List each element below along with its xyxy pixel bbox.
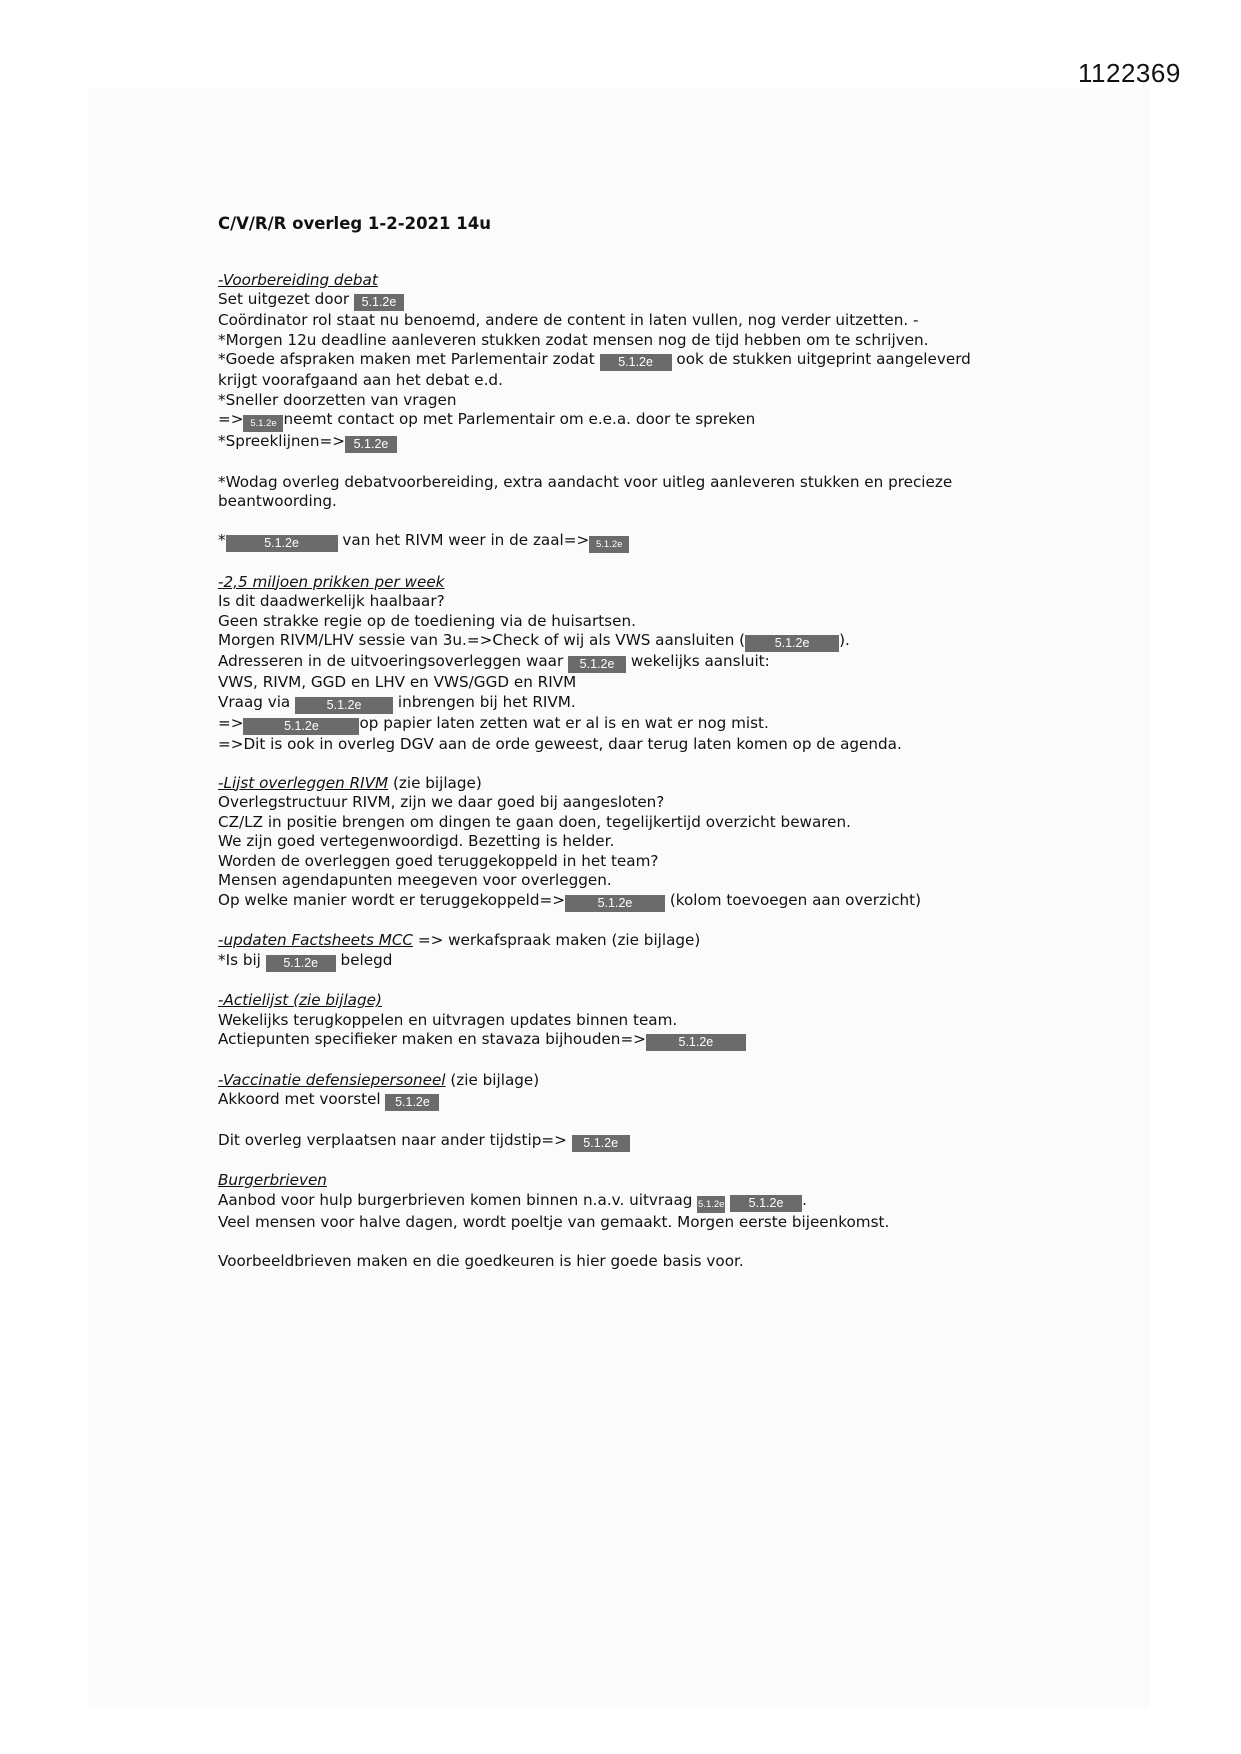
document-id: 1122369	[1078, 58, 1181, 88]
note-line: beantwoording.	[218, 492, 337, 510]
note-line: Mensen agendapunten meegeven voor overleggen.	[218, 871, 612, 889]
section-heading-burgerbrieven: Burgerbrieven	[218, 1171, 327, 1189]
redaction-box: 5.1.2e	[295, 697, 393, 714]
note-line: Geen strakke regie op de toediening via de huisartsen.	[218, 611, 636, 630]
redaction-box: 5.1.2e	[572, 1135, 630, 1152]
note-line: => 5.1.2e neemt contact op met Parlementair om e.e.a. door te spreken	[218, 410, 1078, 432]
section-heading-debat: -Voorbereiding debat	[218, 270, 378, 289]
meeting-notes	[218, 214, 1078, 1271]
note-line: Veel mensen voor halve dagen, wordt poeltje van gemaakt. Morgen eerste bijeenkomst.	[218, 1212, 890, 1231]
note-line: Voorbeeldbrieven maken en die goedkeuren is hier goede basis voor.	[218, 1251, 744, 1270]
note-line: => 5.1.2e op papier laten zetten wat er al is en wat er nog mist.	[218, 713, 769, 733]
section-heading-rivm: -Lijst overleggen RIVM (zie bijlage)	[218, 773, 482, 792]
note-line: Coördinator rol staat nu benoemd, andere de content in laten vullen, nog verder uitzetten. -	[218, 311, 919, 329]
redaction-box: 5.1.2e	[385, 1094, 439, 1111]
note-line: Is dit daadwerkelijk haalbaar?	[218, 592, 445, 610]
redaction-box: 5.1.2e	[600, 354, 672, 371]
redaction-box: 5.1.2e	[354, 294, 404, 311]
note-line: CZ/LZ in positie brengen om dingen te gaan doen, tegelijkertijd overzicht bewaren.	[218, 812, 851, 831]
section-heading-actielijst: -Actielijst (zie bijlage)	[218, 991, 382, 1009]
section-heading-vaccinatie: -Vaccinatie defensiepersoneel (zie bijlage)	[218, 1070, 540, 1089]
note-line: Wekelijks terugkoppelen en uitvragen updates binnen team.	[218, 1010, 678, 1029]
note-line: VWS, RIVM, GGD en LHV en VWS/GGD en RIVM	[218, 673, 577, 691]
note-line: Set uitgezet door 5.1.2e	[218, 290, 1078, 311]
note-line: Overlegstructuur RIVM, zijn we daar goed bij aangesloten?	[218, 793, 665, 811]
section-heading-prikken: -2,5 miljoen prikken per week	[218, 572, 445, 591]
note-line: Op welke manier wordt er teruggekoppeld=> 5.1.2e (kolom toevoegen aan overzicht)	[218, 890, 922, 910]
note-line: *Goede afspraken maken met Parlementair zodat 5.1.2e ook de stukken uitgeprint aangeleverd	[218, 350, 971, 369]
redaction-box: 5.1.2e	[730, 1195, 802, 1212]
redaction-box: 5.1.2e	[266, 955, 336, 972]
note-line: We zijn goed vertegenwoordigd. Bezetting is helder.	[218, 832, 615, 850]
note-line: Worden de overleggen goed teruggekoppeld in het team?	[218, 851, 659, 870]
note-line: * 5.1.2e van het RIVM weer in de zaal=> 5.1.2e	[218, 531, 1078, 553]
redaction-box: 5.1.2e	[568, 656, 626, 673]
redaction-box: 5.1.2e	[589, 536, 629, 553]
redaction-box: 5.1.2e	[243, 415, 283, 432]
note-line: Vraag via 5.1.2e inbrengen bij het RIVM.	[218, 692, 576, 712]
note-line: *Spreeklijnen=> 5.1.2e	[218, 432, 1078, 453]
redaction-box: 5.1.2e	[226, 535, 338, 552]
redaction-box: 5.1.2e	[345, 436, 397, 453]
note-line: *Is bij 5.1.2e belegd	[218, 950, 393, 970]
redaction-box: 5.1.2e	[565, 895, 665, 912]
note-line: *Sneller doorzetten van vragen	[218, 390, 457, 409]
redaction-box: 5.1.2e	[646, 1034, 746, 1051]
note-line: *Wodag overleg debatvoorbereiding, extra aandacht voor uitleg aanleveren stukken en precieze	[218, 472, 953, 491]
section-heading-factsheets: -updaten Factsheets MCC => werkafspraak maken (zie bijlage)	[218, 931, 701, 949]
redaction-box: 5.1.2e	[745, 635, 839, 652]
note-line: Adresseren in de uitvoeringsoverleggen waar 5.1.2e wekelijks aansluit:	[218, 652, 770, 671]
redaction-box: 5.1.2e	[697, 1196, 725, 1213]
note-line: Aanbod voor hulp burgerbrieven komen binnen n.a.v. uitvraag 5.1.2e 5.1.2e .	[218, 1191, 1078, 1213]
redaction-box: 5.1.2e	[243, 718, 359, 735]
note-line: =>Dit is ook in overleg DGV aan de orde geweest, daar terug laten komen op de agenda.	[218, 734, 902, 753]
note-line: Dit overleg verplaatsen naar ander tijdstip=> 5.1.2e	[218, 1131, 1078, 1152]
note-line: Morgen RIVM/LHV sessie van 3u.=>Check of wij als VWS aansluiten ( 5.1.2e ).	[218, 631, 850, 650]
note-line: Actiepunten specifieker maken en stavaza bijhouden=> 5.1.2e	[218, 1030, 1078, 1051]
note-line: *Morgen 12u deadline aanleveren stukken zodat mensen nog de tijd hebben om te schrijven.	[218, 330, 929, 349]
note-line: krijgt voorafgaand aan het debat e.d.	[218, 371, 503, 389]
page-title: C/V/R/R overleg 1-2-2021 14u	[218, 214, 491, 233]
note-line: Akkoord met voorstel 5.1.2e	[218, 1090, 1078, 1111]
